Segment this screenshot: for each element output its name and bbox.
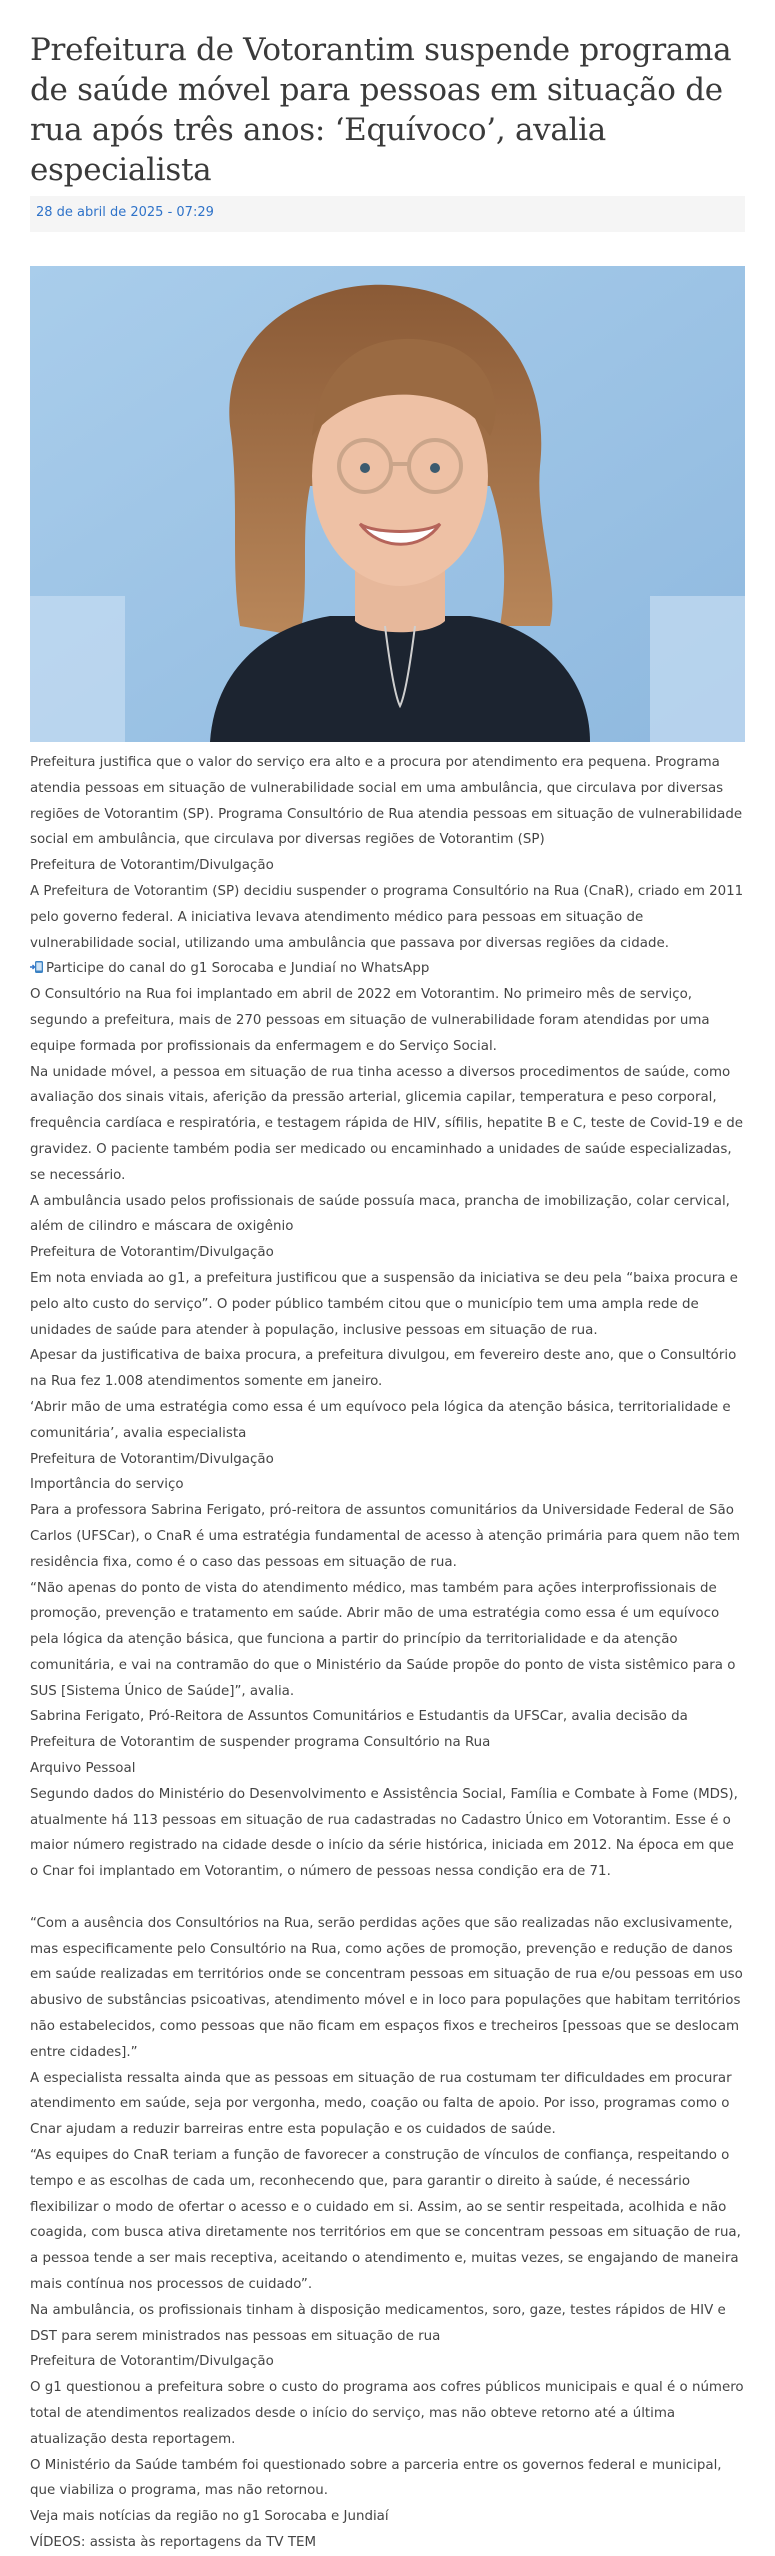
whatsapp-link-label[interactable]: Participe do canal do g1 Sorocaba e Jundiaí no WhatsApp xyxy=(46,961,430,977)
quote-paragraph: “As equipes do CnaR teriam a função de favorecer a construção de vínculos de confiança, respeitando o tempo e as escolhas de cada um, reconhecendo que, para garantir o direito à saúde, é necessário flexibilizar o modo de ofertar o acesso e o cuidado em si. Assim, ao se sentir respeitada, acolhida e não coagida, com busca ativa diretamente nos territórios em que se concentram pessoas em situação de rua, a pessoa tende a ser mais receptiva, aceitando o atendimento e, muitas vezes, se engajando de maneira mais contínua nos processos de cuidado”. xyxy=(30,2148,741,2293)
photo-credit: Prefeitura de Votorantim/Divulgação xyxy=(30,1245,274,1261)
photo-caption: Prefeitura justifica que o valor do serviço era alto e a procura por atendimento era pequena. Programa atendia pessoas em situação de vulnerabilidade social em uma ambulância, que circulava por diversas regiões de Votorantim (SP). Programa Consultório de Rua atendia pessoas em situação de vulnerabilidade social em ambulância, que circulava por diversas regiões de Votorantim (SP) xyxy=(30,755,743,848)
publish-date: 28 de abril de 2025 - 07:29 xyxy=(36,205,214,220)
photo-credit: Prefeitura de Votorantim/Divulgação xyxy=(30,858,274,874)
photo-caption: ‘Abrir mão de uma estratégia como essa é um equívoco pela lógica da atenção básica, territorialidade e comunitária’, avalia especialista xyxy=(30,1399,731,1441)
photo-caption: A ambulância usado pelos profissionais de saúde possuía maca, prancha de imobilização, colar cervical, além de cilindro e máscara de oxigênio xyxy=(30,1193,730,1235)
date-bar xyxy=(30,196,745,232)
photo-caption: Na ambulância, os profissionais tinham à disposição medicamentos, soro, gaze, testes rápidos de HIV e DST para serem ministrados nas pessoas em situação de rua xyxy=(30,2302,726,2344)
body-paragraph: Segundo dados do Ministério do Desenvolvimento e Assistência Social, Família e Combate à Fome (MDS), atualmente há 113 pessoas em situação de rua cadastradas no Cadastro Único em Votorantim. Esse é o maior número registrado na cidade desde o início da série histórica, iniciada em 2012. Na época em que o Cnar foi implantado em Votorantim, o número de pessoas nessa condição era de 71. xyxy=(30,1786,738,1880)
body-paragraph: A especialista ressalta ainda que as pessoas em situação de rua costumam ter dificuldades em procurar atendimento em saúde, seja por vergonha, medo, coação ou falta de apoio. Por isso, programas como o Cnar ajudam a reduzir barreiras entre esta população e os cuidados de saúde. xyxy=(30,2070,732,2138)
photo-caption: Sabrina Ferigato, Pró-Reitora de Assuntos Comunitários e Estudantis da UFSCar, avalia decisão da Prefeitura de Votorantim de suspender programa Consultório na Rua xyxy=(30,1709,688,1751)
phone-arrow-icon xyxy=(30,958,44,972)
article-photo xyxy=(30,266,745,742)
body-paragraph: Na unidade móvel, a pessoa em situação de rua tinha acesso a diversos procedimentos de saúde, como avaliação dos sinais vitais, aferição da pressão arterial, glicemia capilar, temperatura e peso corporal, frequência cardíaca e respiratória, e testagem rápida de HIV, sífilis, hepatite B e C, teste de Covid-19 e de gravidez. O paciente também podia ser medicado ou encaminhado a unidades de saúde especializadas, se necessário. xyxy=(30,1064,744,1183)
blank-line xyxy=(30,1885,745,1911)
more-news-link[interactable]: Veja mais notícias da região no g1 Sorocaba e Jundiaí xyxy=(30,2509,389,2525)
body-paragraph: O Consultório na Rua foi implantado em abril de 2022 em Votorantim. No primeiro mês de serviço, segundo a prefeitura, mais de 270 pessoas em situação de vulnerabilidade foram atendidas por uma equipe formada por profissionais da enfermagem e do Serviço Social. xyxy=(30,987,710,1054)
body-paragraph: Em nota enviada ao g1, a prefeitura justificou que a suspensão da iniciativa se deu pela “baixa procura e pelo alto custo do serviço”. O poder público também citou que o município tem uma ampla rede de unidades de saúde para atender à população, inclusive pessoas em situação de rua. xyxy=(30,1270,738,1338)
photo-credit: Arquivo Pessoal xyxy=(30,1761,136,1777)
photo-credit: Prefeitura de Votorantim/Divulgação xyxy=(30,1451,274,1467)
videos-link[interactable]: VÍDEOS: assista às reportagens da TV TEM xyxy=(30,2534,317,2550)
body-paragraph: A Prefeitura de Votorantim (SP) decidiu suspender o programa Consultório na Rua (CnaR), criado em 2011 pelo governo federal. A iniciativa levava atendimento médico para pessoas em situação de vulnerabilidade social, utilizando uma ambulância que passava por diversas regiões da cidade. xyxy=(30,883,744,951)
photo-credit: Prefeitura de Votorantim/Divulgação xyxy=(30,2354,274,2370)
whatsapp-link[interactable] xyxy=(30,956,745,982)
body-paragraph: O Ministério da Saúde também foi questionado sobre a parceria entre os governos federal e municipal, que viabiliza o programa, mas não retornou. xyxy=(30,2457,722,2499)
article xyxy=(30,30,745,2556)
portrait-illustration xyxy=(30,266,745,742)
article-body xyxy=(30,750,745,2556)
article-title: Prefeitura de Votorantim suspende programa de saúde móvel para pessoas em situação de rua após três anos: ‘Equívoco’, avalia especialista xyxy=(30,32,732,188)
quote-paragraph: “Com a ausência dos Consultórios na Rua, serão perdidas ações que são realizadas não exclusivamente, mas especificamente pelo Consultório na Rua, como ações de promoção, prevenção e redução de danos em saúde realizadas em territórios onde se concentram pessoas em situação de rua e/ou pessoas em uso abusivo de substâncias psicoativas, atendimento móvel e in loco para populações que habitam territórios não estabelecidos, como pessoas que não ficam em espaços fixos e trecheiros [pessoas que se deslocam entre cidades].” xyxy=(30,1915,743,2060)
section-heading: Importância do serviço xyxy=(30,1477,184,1493)
body-paragraph: O g1 questionou a prefeitura sobre o custo do programa aos cofres públicos municipais e qual é o número total de atendimentos realizados desde o início do serviço, mas não obteve retorno até a última atualização desta reportagem. xyxy=(30,2380,744,2447)
body-paragraph: Apesar da justificativa de baixa procura, a prefeitura divulgou, em fevereiro deste ano, que o Consultório na Rua fez 1.008 atendimentos somente em janeiro. xyxy=(30,1348,737,1390)
body-paragraph: Para a professora Sabrina Ferigato, pró-reitora de assuntos comunitários da Universidade Federal de São Carlos (UFSCar), o CnaR é uma estratégia fundamental de acesso à atenção primária para quem não tem residência fixa, como é o caso das pessoas em situação de rua. xyxy=(30,1503,740,1570)
quote-paragraph: “Não apenas do ponto de vista do atendimento médico, mas também para ações interprofissionais de promoção, prevenção e tratamento em saúde. Abrir mão de uma estratégia como essa é um equívoco pela lógica da atenção básica, que funciona a partir do princípio da territorialidade e da atenção comunitária, e vai na contramão do que o Ministério da Saúde propõe do ponto de vista sistêmico para o SUS [Sistema Único de Saúde]”, avalia. xyxy=(30,1580,736,1699)
